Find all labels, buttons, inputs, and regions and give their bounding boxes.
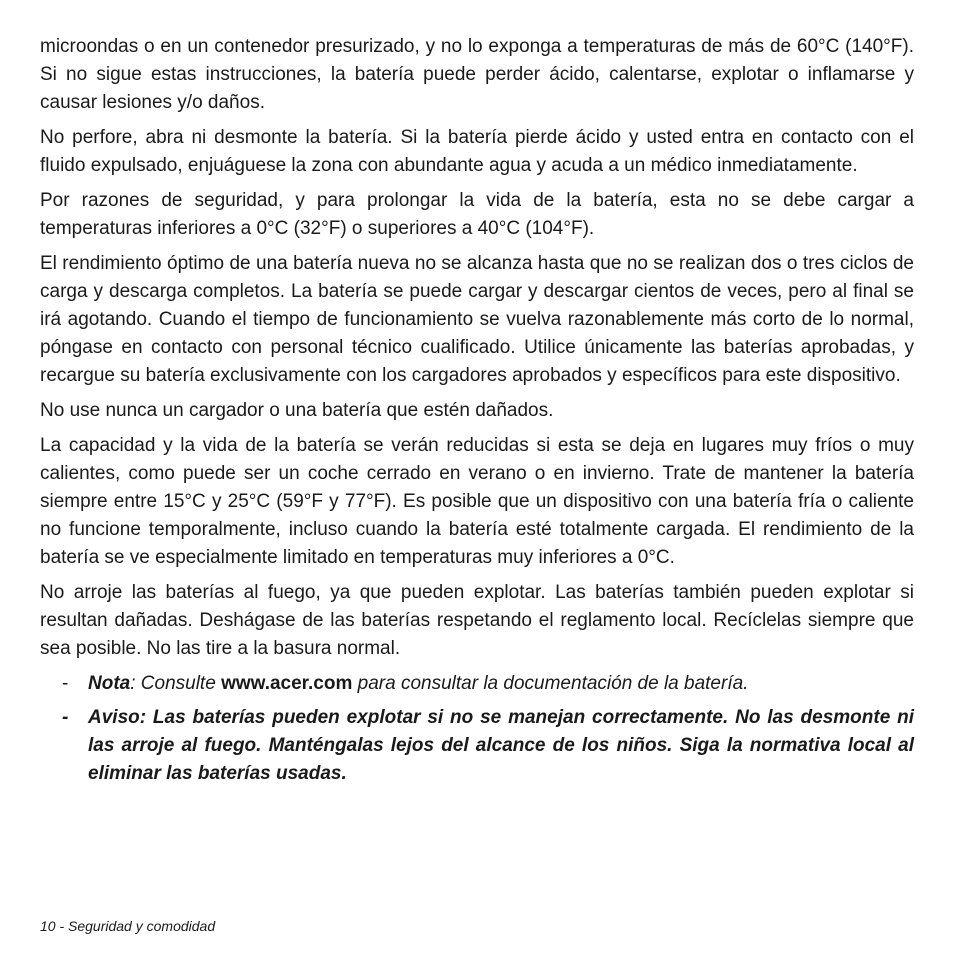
note-prefix: : Consulte bbox=[130, 673, 222, 694]
paragraph-capacity-temperature: La capacidad y la vida de la batería se verán reducidas si esta se deja en lugares muy fríos o muy calientes, como puede ser un coche cerrado en verano o en invierno. Trate de mantener la batería siempre entre 15°C y 25°C (59°F y 77°F). Es posible que un dispositivo con una batería fría o caliente no funcione temporalmente, incluso cuando la batería esté totalmente cargada. El rendimiento de la batería se ve especialmente limitado en temperaturas muy inferiores a 0°C. bbox=[40, 435, 914, 568]
acer-website-link[interactable]: www.acer.com bbox=[221, 673, 353, 694]
page-footer: 10 - Seguridad y comodidad bbox=[40, 918, 216, 934]
paragraph-disposal: No arroje las baterías al fuego, ya que pueden explotar. Las baterías también pueden explotar si resultan dañadas. Deshágase de las baterías respetando el reglamento local. Recíclelas siempre que sea posible. No las tire a la basura normal. bbox=[40, 582, 914, 659]
paragraph-battery-performance: El rendimiento óptimo de una batería nueva no se alcanza hasta que no se realizan dos o tres ciclos de carga y descarga completos. La batería se puede cargar y descargar cientos de veces, pero al final se irá agotando. Cuando el tiempo de funcionamiento se vuelva razonablemente más corto de lo normal, póngase en contacto con personal técnico cualificado. Utilice únicamente las baterías aprobadas, y recargue su batería exclusivamente con los cargadores aprobados y específicos para este dispositivo. bbox=[40, 253, 914, 386]
note-bullet bbox=[40, 670, 914, 698]
note-suffix: para consultar la documentación de la batería. bbox=[352, 673, 749, 694]
paragraph-charging-temperature: Por razones de seguridad, y para prolongar la vida de la batería, esta no se debe cargar a temperaturas inferiores a 0°C (32°F) o superiores a 40°C (104°F). bbox=[40, 190, 914, 239]
warning-dash: - bbox=[62, 707, 69, 728]
page-body bbox=[40, 33, 914, 794]
note-label: Nota bbox=[88, 673, 131, 694]
paragraph-no-puncture: No perfore, abra ni desmonte la batería. Si la batería pierde ácido y usted entra en contacto con el fluido expulsado, enjuáguese la zona con abundante agua y acuda a un médico inmediatamente. bbox=[40, 127, 914, 176]
paragraph-heat-warning: microondas o en un contenedor presurizado, y no lo exponga a temperaturas de más de 60°C (140°F). Si no sigue estas instrucciones, la batería puede perder ácido, calentarse, explotar o inflamarse y causar lesiones y/o daños. bbox=[40, 36, 914, 113]
note-dash: - bbox=[62, 673, 69, 694]
paragraph-damaged-charger: No use nunca un cargador o una batería que estén dañados. bbox=[40, 400, 554, 421]
note-text bbox=[88, 673, 748, 694]
warning-bullet bbox=[40, 704, 914, 788]
warning-text: Aviso: Las baterías pueden explotar si no se manejan correctamente. No las desmonte ni las arroje al fuego. Manténgalas lejos del alcance de los niños. Siga la normativa local al eliminar las baterías usadas. bbox=[88, 707, 914, 784]
